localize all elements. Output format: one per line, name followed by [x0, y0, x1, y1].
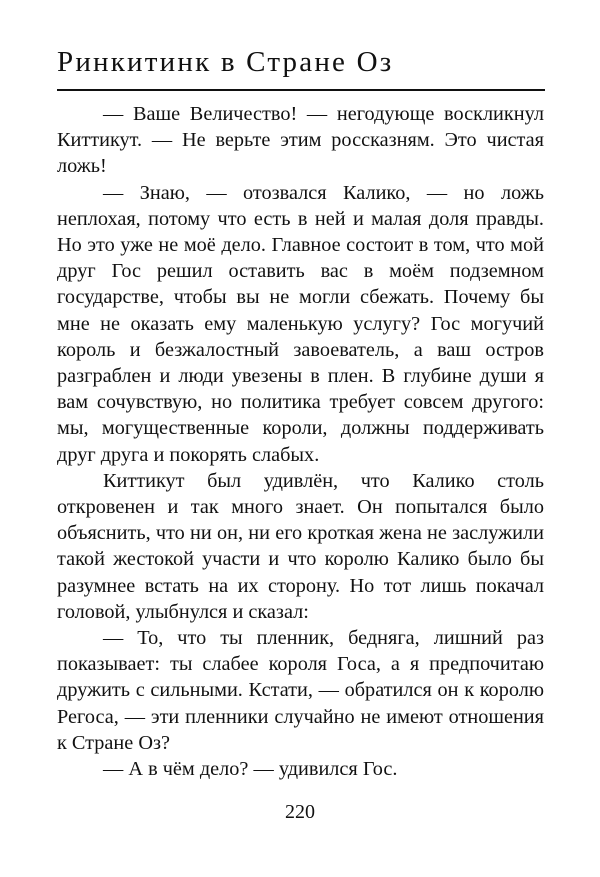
paragraph: — То, что ты пленник, бедняга, лишний раз показывает: ты слабее короля Госа, а я предпочитаю дружить с сильными. Кстати, — обратился он к королю Регоса, — эти пленники случайно не имеют отношения к Стране Оз? — [57, 627, 544, 754]
paragraph: Киттикут был удивлён, что Калико столь откровенен и так много знает. Он попытался было объяснить, что ни он, ни его кроткая жена не заслужили такой жестокой участи и что королю Калико было бы разумнее встать на их сторону. Но тот лишь покачал головой, улыбнулся и сказал: — [57, 469, 544, 623]
page-number: 220 — [285, 801, 315, 823]
paragraph: — Ваше Величество! — негодующе воскликнул Киттикут. — Не верьте этим россказням. Это чистая ложь! — [57, 103, 544, 178]
paragraph: — Знаю, — отозвался Калико, — но ложь неплохая, потому что есть в ней и малая доля правды. Но это уже не моё дело. Главное состоит в том, что мой друг Гос решил оставить вас в моём подземном государстве, чтобы вы не могли сбежать. Почему бы мне не оказать ему маленькую услугу? Гос могучий король и безжалостный завоеватель, а ваш остров разграблен и люди увезены в плен. В глубине души я вам сочувствую, но политика требует совсем другого: мы, могущественные короли, должны поддерживать друг друга и покорять слабых. — [57, 181, 544, 466]
body-text — [57, 101, 544, 782]
running-title: Ринкитинк в Стране Оз — [57, 46, 394, 78]
header-rule — [57, 89, 545, 91]
page-header — [57, 44, 547, 80]
paragraph: — А в чём дело? — удивился Гос. — [103, 758, 398, 781]
